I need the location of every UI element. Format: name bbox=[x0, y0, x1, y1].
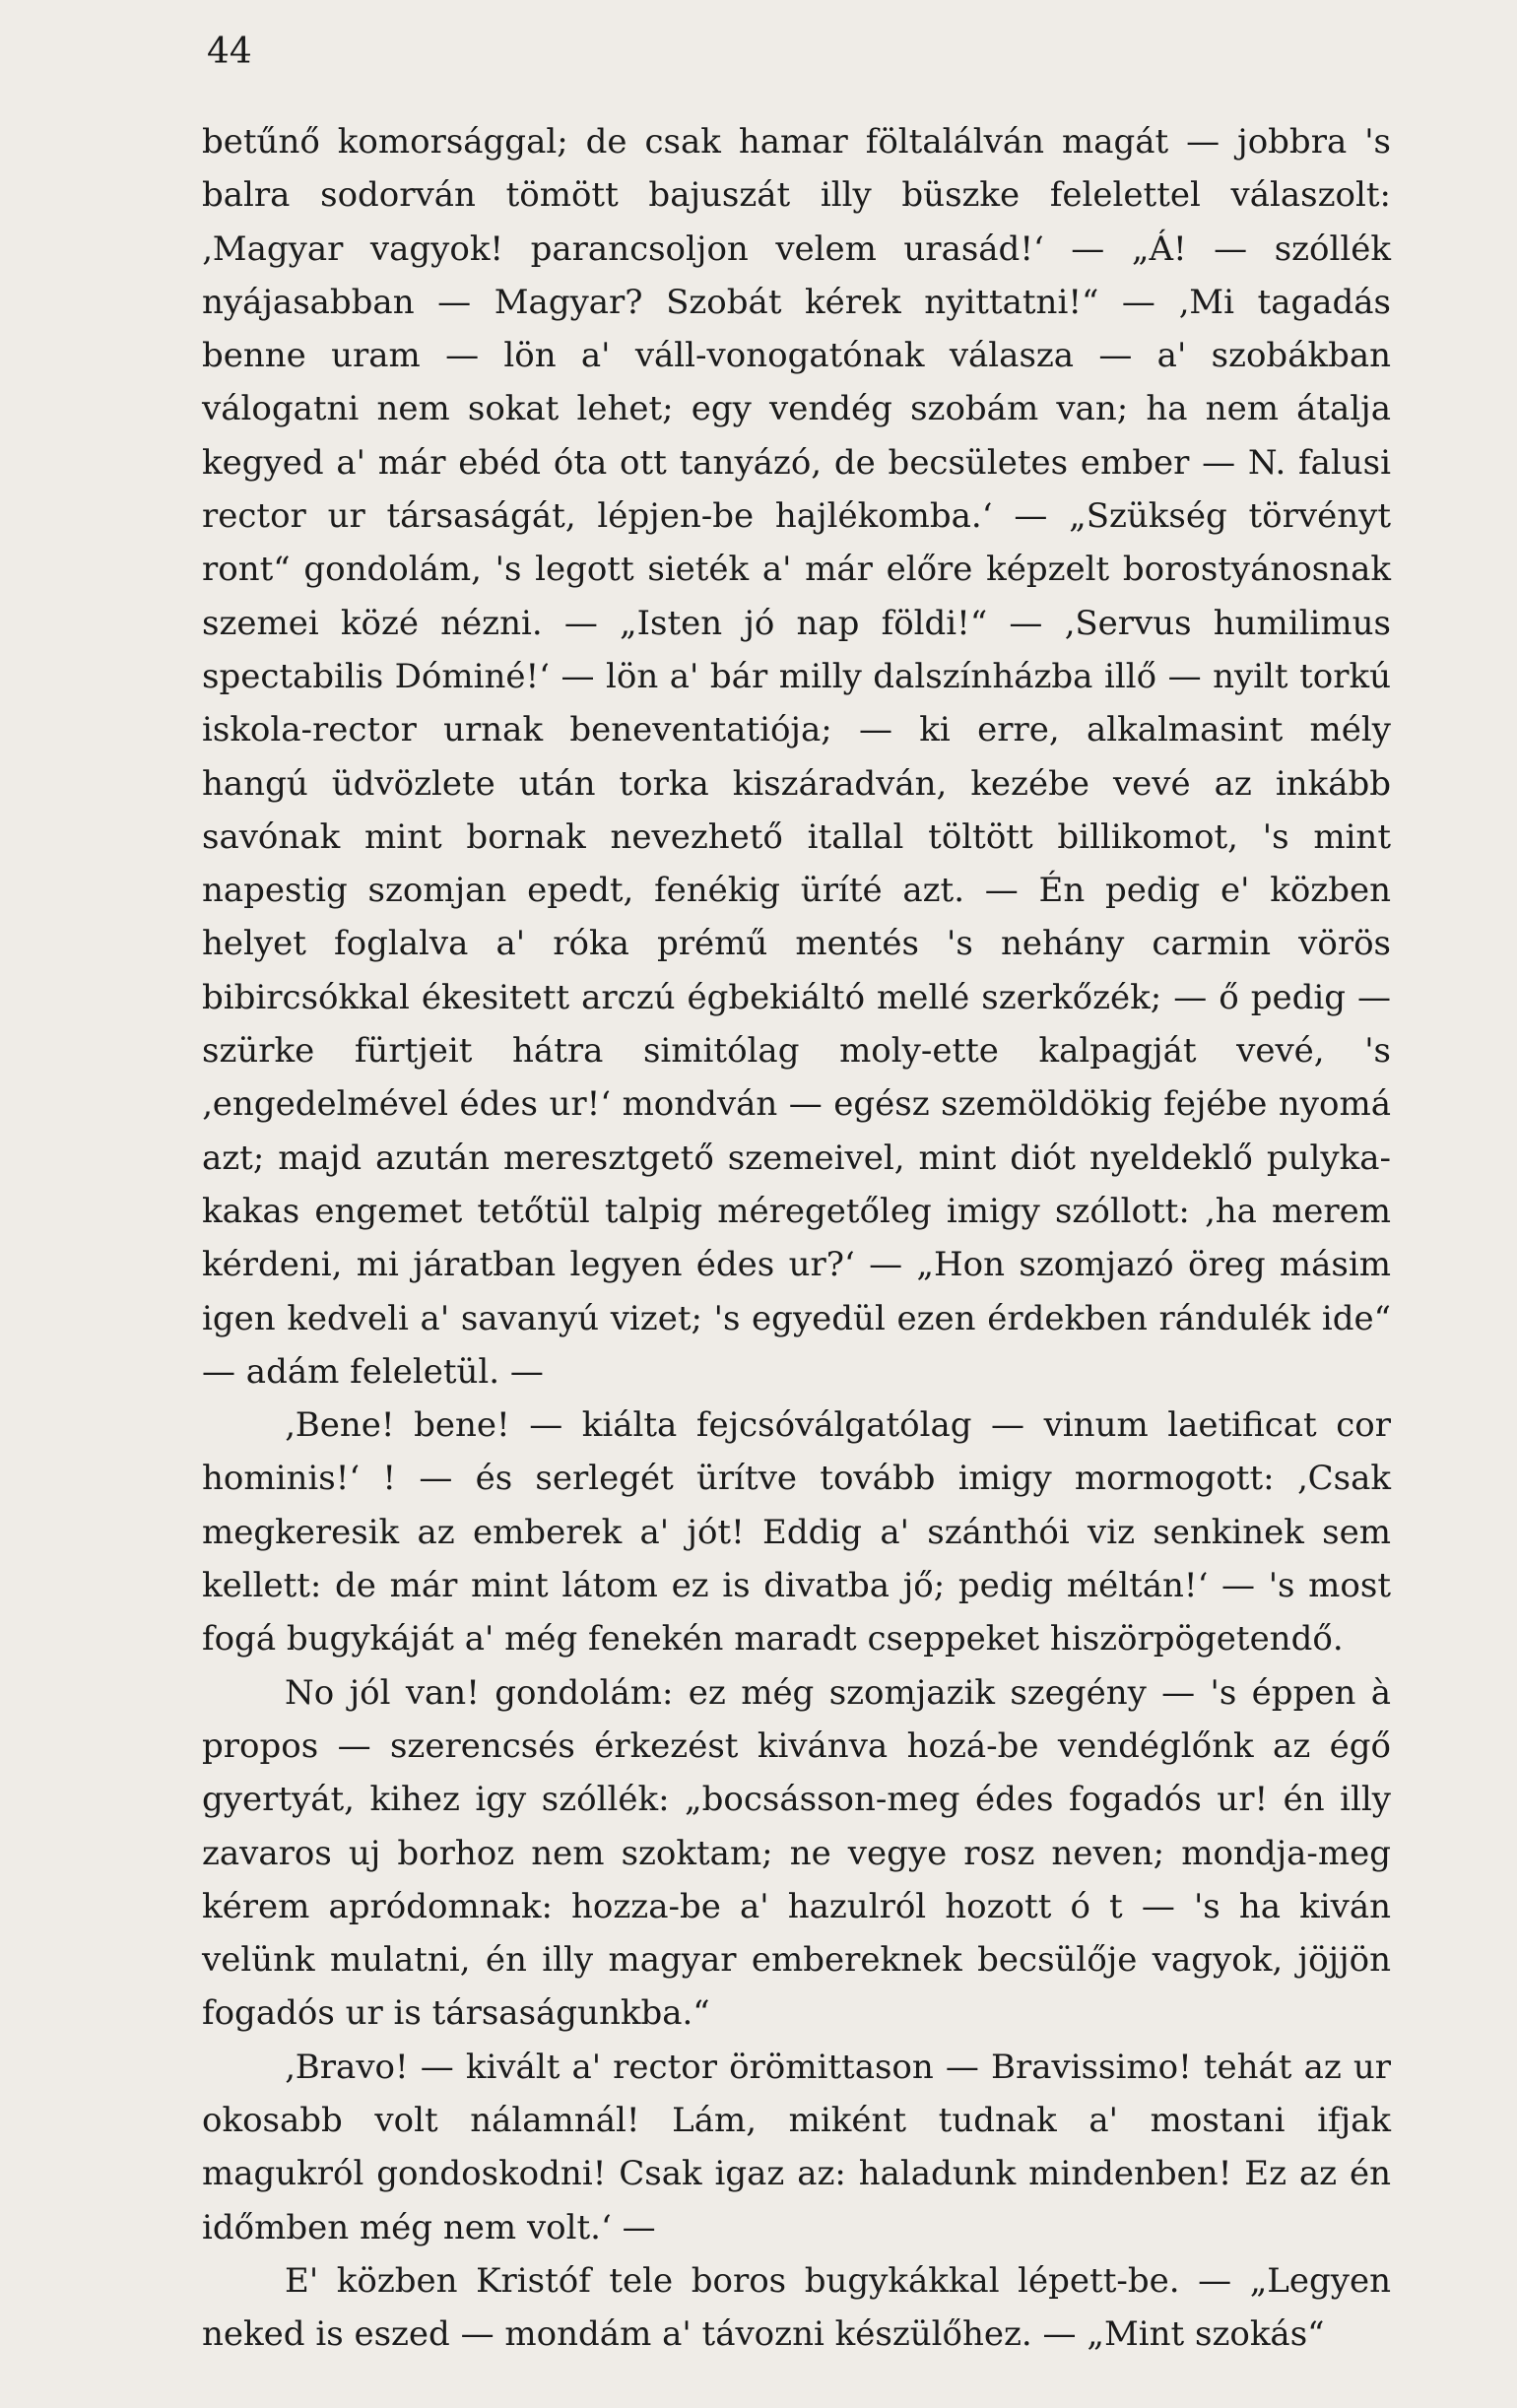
paragraph-2: ‚Bene! bene! — kiálta fejcsóválgatólag — vinum laetificat cor hominis!‘ ! — és serlegét ürítve tovább imigy mormogott: ‚Csak megkeresik az emberek a' jót! Eddig a' szánthói viz senkinek sem kellett: de már mint látom ez is divatba jő; pedig méltán!‘ — 's most fogá bugykáját a' még fenekén maradt cseppeket hiszörpögetendő. bbox=[202, 1405, 1391, 1660]
paragraph-3: No jól van! gondolám: ez még szomjazik szegény — 's éppen à propos — szerencsés érkezést kivánva hozá-be vendéglőnk az égő gyertyát, kihez igy szóllék: „bocsásson-meg édes fogadós ur! én illy zavaros uj borhoz nem szoktam; ne vegye rosz neven; mondja-meg kérem apródomnak: hozza-be a' hazulról hozott ó t — 's ha kiván velünk mulatni, én illy magyar embereknek becsülője vagyok, jöjjön fogadós ur is társaságunkba.“ bbox=[202, 1672, 1391, 2034]
body-text bbox=[202, 115, 1391, 2361]
page-number: 44 bbox=[207, 32, 252, 72]
paragraph-5: E' közben Kristóf tele boros bugykákkal lépett-be. — „Legyen neked is eszed — mondám a' távozni készülőhez. — „Mint szokás“ bbox=[202, 2260, 1391, 2355]
paragraph-1: betűnő komorsággal; de csak hamar föltalálván magát — jobbra 's balra sodorván tömött bajuszát illy büszke felelettel válaszolt: ‚Magyar vagyok! parancsoljon velem urasád!‘ — „Á! — szóllék nyájasabban — Magyar? Szobát kérek nyittatni!“ — ‚Mi tagadás benne uram — lön a' váll-vonogatónak válasza — a' szobákban válogatni nem sokat lehet; egy vendég szobám van; ha nem átalja kegyed a' már ebéd óta ott tanyázó, de becsületes ember — N. falusi rector ur társaságát, lépjen-be hajlékomba.‘ — „Szükség törvényt ront“ gondolám, 's legott sieték a' már előre képzelt borostyánosnak szemei közé nézni. — „Isten jó nap földi!“ — ‚Servus humilimus spectabilis Dóminé!‘ — lön a' bár milly dalszínházba illő — nyilt torkú iskola-rector urnak beneventatiója; — ki erre, alkalmasint mély hangú üdvözlete után torka kiszáradván, kezébe vevé az inkább savónak mint bornak nevezhető itallal töltött billikomot, 's mint napestig szomjan epedt, fenékig üríté azt. — Én pedig e' közben helyet foglalva a' róka prémű mentés 's nehány carmin vörös bibircsókkal ékesitett arczú égbekiáltó mellé szerkőzék; — ő pedig — szürke fürtjeit hátra simitólag moly-ette kalpagját vevé, 's ‚engedelmével édes ur!‘ mondván — egész szemöldökig fejébe nyomá azt; majd azután meresztgető szemeivel, mint diót nyeldeklő pulyka-kakas engemet tetőtül talpig méregetőleg imigy szóllott: ‚ha merem kérdeni, mi járatban legyen édes ur?‘ — „Hon szomjazó öreg másim igen kedveli a' savanyú vizet; 's egyedül ezen érdekben rándulék ide“ — adám feleletül. — bbox=[202, 122, 1391, 1392]
paragraph-4: ‚Bravo! — kivált a' rector örömittason — Bravissimo! tehát az ur okosabb volt nálamnál! Lám, miként tudnak a' mostani ifjak magukról gondoskodni! Csak igaz az: haladunk mindenben! Ez az én időmben még nem volt.‘ — bbox=[202, 2047, 1391, 2247]
